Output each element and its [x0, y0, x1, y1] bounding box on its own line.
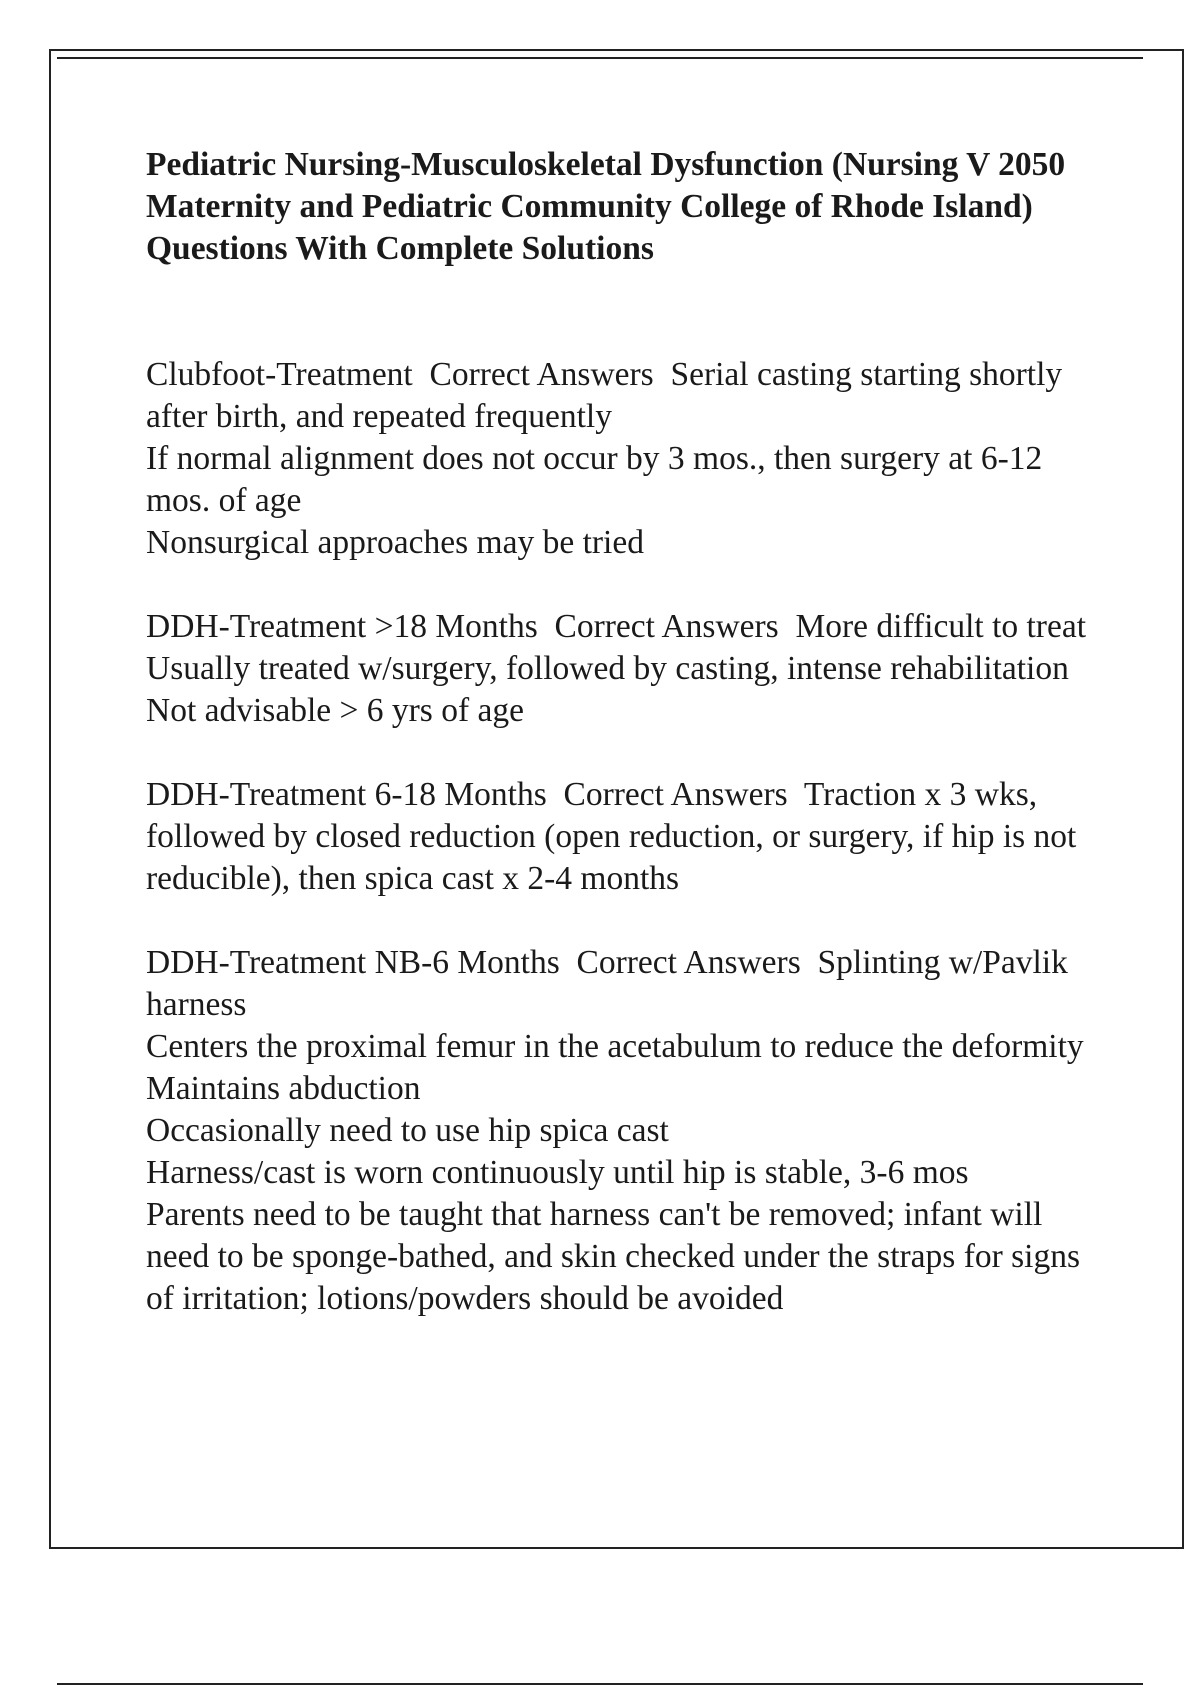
qa-heading-line — [146, 774, 1096, 900]
document-title: Pediatric Nursing-Musculoskeletal Dysfunction (Nursing V 2050 Maternity and Pediatric Community College of Rhode Island) Questions With Complete Solutions — [146, 146, 1066, 267]
answer-text: Serial casting starting shortly after birth, and repeated frequently — [146, 356, 1071, 435]
qa-item-ddh-over-18-months — [146, 606, 1096, 732]
qa-heading-line — [146, 354, 1096, 438]
answer-line: Centers the proximal femur in the acetabulum to reduce the deformity — [146, 1028, 1084, 1065]
answer-marker: Correct Answers — [429, 356, 654, 393]
qa-item-ddh-nb-6-months — [146, 942, 1096, 1320]
answer-line: Maintains abduction — [146, 1070, 421, 1107]
answer-line: Harness/cast is worn continuously until hip is stable, 3-6 mos — [146, 1154, 969, 1191]
answer-line: Usually treated w/surgery, followed by casting, intense rehabilitation — [146, 650, 1069, 687]
question-text: DDH-Treatment NB-6 Months — [146, 944, 560, 981]
qa-list — [146, 354, 1096, 1320]
question-text: DDH-Treatment >18 Months — [146, 608, 538, 645]
answer-line: Parents need to be taught that harness can't be removed; infant will need to be sponge-bathed, and skin checked under the straps for signs of irritation; lotions/powders should be avoided — [146, 1196, 1081, 1317]
answer-text: More difficult to treat — [795, 608, 1087, 645]
answer-text: Splinting w/Pavlik harness — [146, 944, 1077, 1023]
answer-line: Nonsurgical approaches may be tried — [146, 524, 644, 561]
qa-heading-line — [146, 606, 1096, 648]
answer-text: Traction x 3 wks, followed by closed reduction (open reduction, or surgery, if hip is not reducible), then spica cast x 2-4 months — [146, 776, 1085, 897]
answer-line: Occasionally need to use hip spica cast — [146, 1112, 669, 1149]
answer-marker: Correct Answers — [576, 944, 801, 981]
top-rule — [57, 57, 1143, 59]
qa-item-ddh-6-18-months — [146, 774, 1096, 900]
qa-heading-line — [146, 942, 1096, 1026]
answer-line: Not advisable > 6 yrs of age — [146, 692, 524, 729]
question-text: Clubfoot-Treatment — [146, 356, 413, 393]
question-text: DDH-Treatment 6-18 Months — [146, 776, 547, 813]
qa-item-clubfoot — [146, 354, 1096, 564]
answer-line: If normal alignment does not occur by 3 mos., then surgery at 6-12 mos. of age — [146, 440, 1043, 519]
bottom-rule — [57, 1683, 1143, 1685]
document-body — [146, 144, 1096, 1362]
answer-marker: Correct Answers — [563, 776, 788, 813]
answer-marker: Correct Answers — [554, 608, 779, 645]
